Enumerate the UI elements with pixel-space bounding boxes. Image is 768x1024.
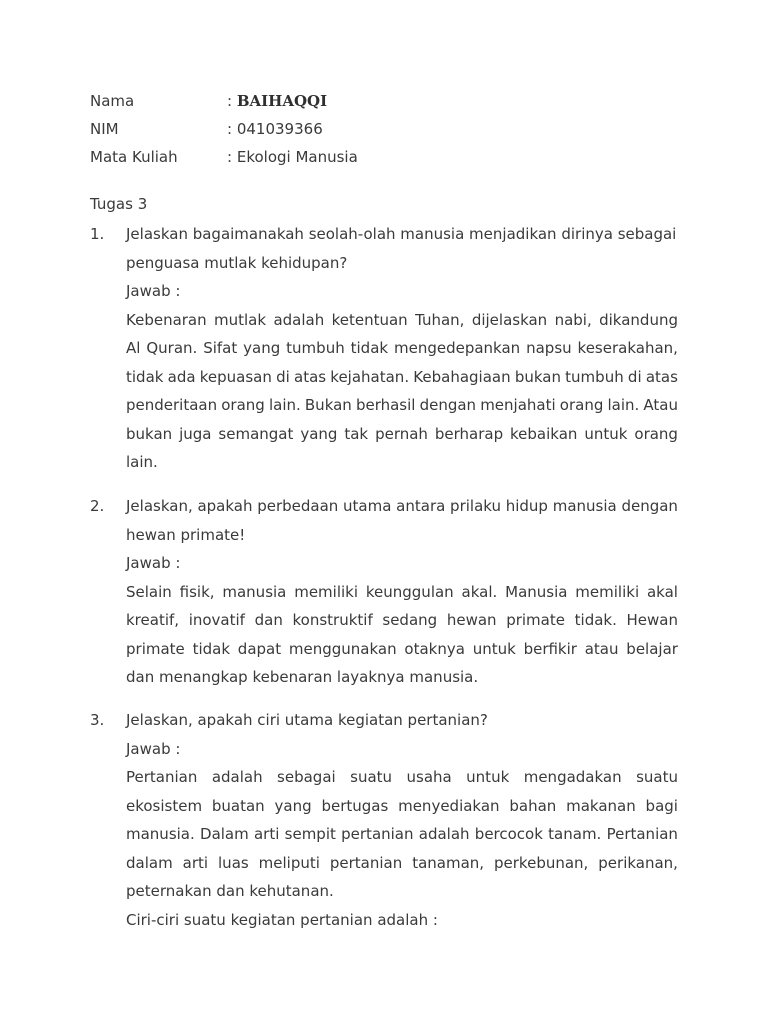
word: perkebunan, — [494, 853, 589, 872]
word: napsu — [526, 339, 572, 357]
word: semangat — [218, 424, 294, 443]
word: meliputi — [258, 853, 320, 872]
word: arti — [253, 825, 280, 843]
answer-label: Jawab : — [126, 739, 181, 758]
word: primate — [506, 611, 565, 629]
answer-text-line — [126, 306, 678, 335]
word: atas — [645, 367, 678, 386]
word: Bukan — [304, 396, 352, 414]
word: usaha — [406, 768, 452, 786]
word: dengan — [419, 396, 477, 414]
answer-label: Jawab : — [126, 282, 181, 300]
word: adalah — [418, 825, 470, 843]
answer-text-line: Ciri-ciri suatu kegiatan pertanian adalah : — [126, 910, 438, 929]
word: dapat — [237, 639, 282, 658]
word: bertugas — [321, 796, 389, 815]
word: hewan — [446, 611, 497, 629]
word: luas — [218, 853, 249, 872]
word: fisik, — [179, 582, 215, 601]
word: manusia. — [126, 825, 195, 843]
course-value: Ekologi Manusia — [236, 148, 358, 166]
word: adalah — [211, 768, 263, 786]
answer-text-line: peternakan dan kehutanan. — [126, 882, 334, 900]
word: atas — [294, 367, 327, 386]
word: prilaku — [450, 497, 501, 515]
word: dalam — [126, 853, 173, 872]
word: kejahatan. — [330, 367, 410, 386]
word: tanaman, — [412, 853, 485, 872]
word: untuk — [584, 424, 628, 443]
word: di — [276, 367, 290, 386]
word: berfikir — [523, 639, 577, 658]
word: mengadakan — [523, 768, 622, 786]
question-text-line: hewan primate! — [126, 525, 246, 544]
question-number: 2. — [90, 497, 105, 515]
word: ada — [167, 367, 196, 386]
question-text-line: Jelaskan, apakah ciri utama kegiatan pertanian? — [126, 711, 488, 729]
answer-text-line — [126, 606, 678, 635]
course-separator: : — [227, 148, 233, 166]
word: antara — [396, 497, 446, 515]
word: suatu — [636, 768, 678, 786]
word: hidup — [505, 497, 548, 515]
word: bukan — [126, 424, 173, 443]
word: keserakahan, — [577, 339, 678, 357]
word: tidak — [350, 339, 389, 357]
word: Kebenaran — [126, 310, 207, 329]
answer-text-line — [126, 849, 678, 878]
course-value-wrap — [227, 147, 358, 167]
word: Quran. — [146, 339, 198, 357]
word: otaknya — [404, 639, 465, 658]
word: perbedaan — [257, 497, 339, 515]
name-separator: : — [227, 92, 233, 110]
word: konstruktif — [292, 611, 373, 629]
question-number: 1. — [90, 225, 105, 243]
answer-text-line — [126, 763, 678, 792]
word: keunggulan — [365, 582, 454, 601]
word: untuk — [466, 768, 510, 786]
word: pertanian — [329, 853, 403, 872]
word: suatu — [350, 768, 393, 786]
word: tumbuh — [286, 339, 345, 357]
word: utama — [343, 497, 392, 515]
word: adalah — [273, 310, 325, 329]
word: inovatif — [188, 611, 245, 629]
word: Al — [126, 339, 141, 357]
word: menyediakan — [398, 796, 500, 815]
word: manusia — [222, 582, 287, 601]
word: di — [627, 367, 642, 386]
word: Dalam — [200, 825, 249, 843]
word: orang — [634, 424, 678, 443]
answer-text-line — [126, 635, 678, 664]
word: Selain — [126, 582, 172, 601]
word: primate — [126, 639, 185, 658]
word: yang — [300, 424, 338, 443]
question-body — [126, 220, 678, 477]
answer-text-line — [126, 391, 678, 420]
word: Atau — [643, 396, 678, 414]
word: akal. — [461, 582, 498, 601]
word: apakah — [197, 497, 253, 515]
word: Tuhan, — [415, 310, 465, 329]
word: yang — [274, 796, 312, 815]
word: akal — [646, 582, 678, 601]
word: pertanian — [341, 825, 414, 843]
word: lain. — [268, 396, 301, 414]
word: Pertanian — [126, 768, 198, 786]
answer-label: Jawab : — [126, 554, 181, 572]
answer-text-line — [126, 363, 678, 392]
word: mengedepankan — [393, 339, 521, 357]
word: untuk — [472, 639, 516, 658]
answer-text-line — [126, 420, 678, 449]
nim-separator: : — [227, 120, 233, 138]
name-value-wrap — [227, 91, 327, 111]
word: tumbuh — [565, 367, 624, 386]
word: sebagai — [277, 768, 336, 786]
question-number: 3. — [90, 711, 105, 729]
word: bukan — [514, 367, 561, 386]
word: lain. — [607, 396, 640, 414]
word: mutlak — [214, 310, 267, 329]
assignment-title: Tugas 3 — [90, 195, 148, 213]
word: penderitaan — [126, 396, 218, 414]
word: arti — [182, 853, 209, 872]
word: Hewan — [626, 611, 678, 629]
nim-value: 041039366 — [236, 120, 323, 138]
word: memiliki — [294, 582, 359, 601]
word: Kebahagiaan — [413, 367, 511, 386]
word: tanam. — [548, 825, 602, 843]
word: menjahati — [480, 396, 556, 414]
word: berhasil — [355, 396, 416, 414]
word: tidak. — [574, 611, 617, 629]
answer-text-line — [126, 820, 678, 849]
word: kreatif, — [126, 611, 180, 629]
word: pernah — [375, 424, 428, 443]
word: dikandung — [599, 310, 678, 329]
answer-text-line — [126, 578, 678, 607]
question-text-line: Jelaskan bagaimanakah seolah-olah manusia menjadikan dirinya sebagai — [126, 225, 677, 243]
word: yang — [243, 339, 281, 357]
word: tidak — [192, 639, 231, 658]
answer-text-line — [126, 334, 678, 363]
word: atau — [584, 639, 619, 658]
word: manusia — [552, 497, 617, 515]
word: tidak — [126, 367, 164, 386]
nim-value-wrap — [227, 119, 323, 139]
word: kebaikan — [510, 424, 578, 443]
question-text-line — [126, 492, 678, 521]
answer-text-line: lain. — [126, 453, 158, 471]
word: Pertanian — [606, 825, 678, 843]
word: Sifat — [203, 339, 238, 357]
word: dijelaskan — [471, 310, 548, 329]
word: sempit — [284, 825, 336, 843]
answer-text-line: dan menangkap kebenaran layaknya manusia. — [126, 668, 479, 686]
word: juga — [179, 424, 212, 443]
word: sedang — [382, 611, 438, 629]
word: kepuasan — [199, 367, 272, 386]
word: ketentuan — [331, 310, 408, 329]
word: Jelaskan, — [126, 497, 193, 515]
word: menggunakan — [288, 639, 397, 658]
word: tak — [344, 424, 369, 443]
nim-label: NIM — [90, 120, 119, 138]
course-label: Mata Kuliah — [90, 148, 178, 166]
word: buatan — [211, 796, 265, 815]
name-value: BAIHAQQI — [236, 92, 328, 110]
word: Manusia — [505, 582, 568, 601]
word: dan — [254, 611, 283, 629]
word: bagi — [645, 796, 678, 815]
word: nabi, — [554, 310, 592, 329]
word: berharap — [434, 424, 504, 443]
word: makanan — [566, 796, 636, 815]
word: perikanan, — [598, 853, 678, 872]
question-body — [126, 706, 678, 934]
name-label: Nama — [90, 92, 135, 110]
word: bahan — [509, 796, 557, 815]
word: orang — [559, 396, 604, 414]
word: bercocok — [474, 825, 543, 843]
question-body — [126, 492, 678, 692]
word: ekosistem — [126, 796, 203, 815]
word: belajar — [626, 639, 678, 658]
word: memiliki — [575, 582, 640, 601]
question-text-line: penguasa mutlak kehidupan? — [126, 253, 348, 272]
word: orang — [221, 396, 265, 414]
answer-text-line — [126, 792, 678, 821]
word: dengan — [621, 497, 678, 515]
